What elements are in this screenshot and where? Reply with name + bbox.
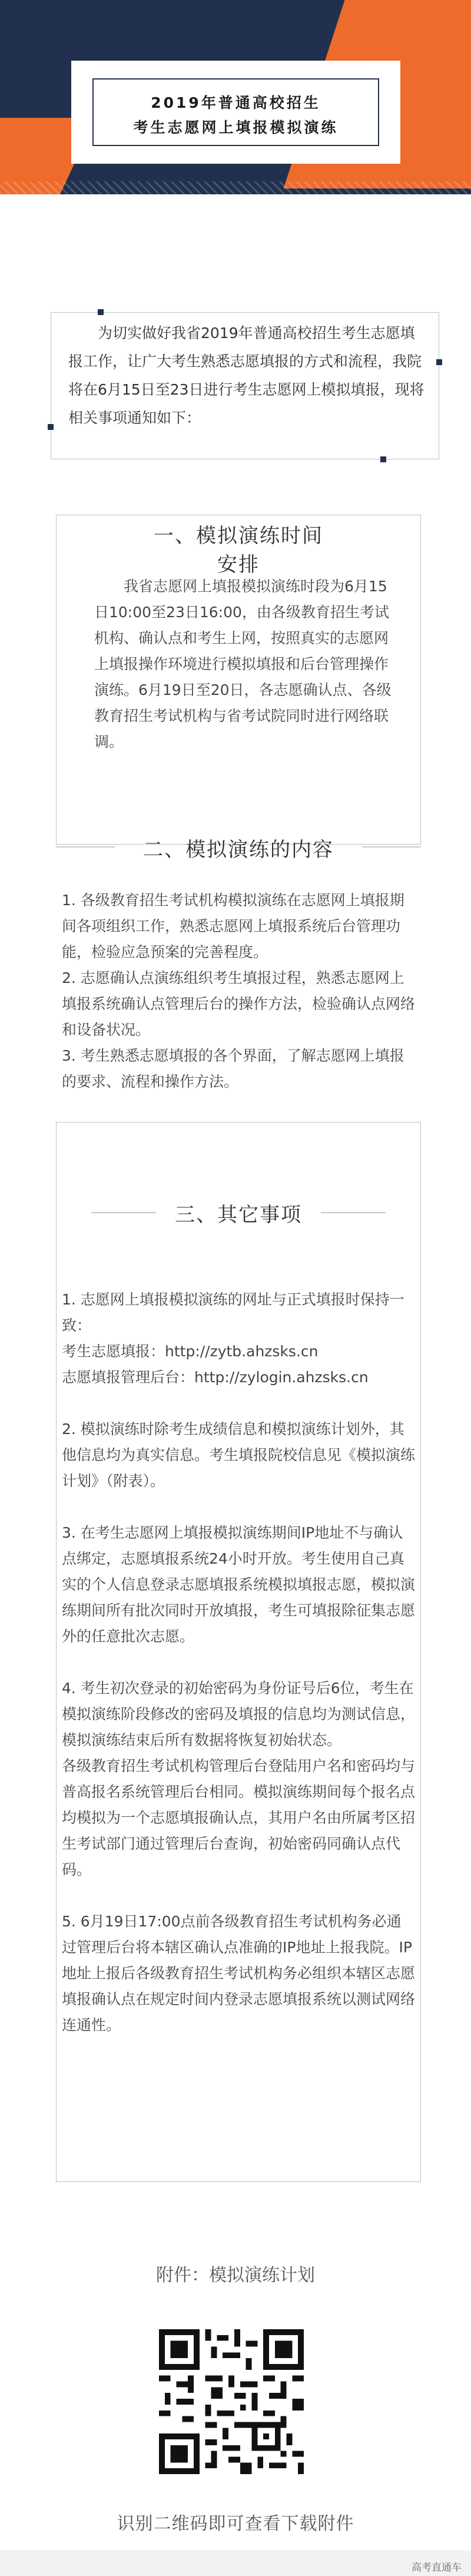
watermark: 高考直通车	[412, 2562, 462, 2574]
attachment-label: 附件：模拟演练计划	[156, 2265, 315, 2286]
url-line: 志愿填报管理后台：http://zylogin.ahzsks.cn	[62, 1369, 369, 1386]
list-item: 1. 志愿网上填报模拟演练的网址与正式填报时保持一致：	[62, 1291, 404, 1334]
intro-box	[51, 312, 439, 459]
corner-square	[48, 424, 54, 430]
corner-square	[436, 359, 442, 365]
qr-caption: 识别二维码即可查看下载附件	[117, 2514, 354, 2534]
footer-band	[0, 2550, 471, 2576]
section-heading: 三、其它事项	[162, 1198, 315, 1227]
list-item: 2. 模拟演练时除考生成绩信息和模拟演练计划外，其他信息均为真实信息。考生填报院校信息见《模拟演练计划》（附表）。	[62, 1421, 416, 1489]
url-line: 考生志愿填报：http://zytb.ahzsks.cn	[62, 1343, 319, 1360]
list-item: 3. 考生熟悉志愿填报的各个界面，了解志愿网上填报的要求、流程和操作方法。	[62, 1047, 404, 1090]
corner-square	[380, 456, 386, 462]
title-card	[71, 61, 400, 164]
list-item: 3. 在考生志愿网上填报模拟演练期间IP地址不与确认点绑定，志愿填报系统24小时开放。考生使用自己真实的个人信息登录志愿填报系统模拟填报志愿，模拟演练期间所有批次同时开放填报，考生可填报除征集志愿外的任意批次志愿。	[62, 1524, 416, 1645]
heading-rule	[321, 1212, 386, 1213]
section-body	[62, 1287, 415, 2038]
section-content	[56, 822, 421, 1151]
section-body: 我省志愿网上填报模拟演练时段为6月15日10:00至23日16:00，由各级教育招生考试机构、确认点和考生上网，按照真实的志愿网上填报操作环境进行模拟填报和后台管理操作演练。6月19日至20日，各志愿确认点、各级教育招生考试机构与省考试院同时进行网络联调。	[94, 578, 392, 750]
qr-code-icon	[159, 2329, 304, 2474]
header-stripes	[0, 181, 471, 194]
header-banner	[0, 0, 471, 194]
section-heading: 二、模拟演练的内容	[143, 838, 334, 862]
title-frame	[92, 78, 379, 146]
section-body	[62, 888, 415, 1095]
list-item: 1. 各级教育招生考试机构模拟演练在志愿网上填报期间各项组织工作，熟悉志愿网上填报系统后台管理功能，检验应急预案的完善程度。	[62, 892, 404, 961]
list-item: 2. 志愿确认点演练组织考生填报过程，熟悉志愿网上填报系统确认点管理后台的操作方法，检验确认点网络和设备状况。	[62, 969, 416, 1038]
list-item: 5. 6月19日17:00点前各级教育招生考试机构务必通过管理后台将本辖区确认点准确的IP地址上报我院。IP地址上报后各级教育招生考试机构务必组织本辖区志愿填报确认点在规定时间内登录志愿填报系统以测试网络连通性。	[62, 1913, 416, 2034]
section-other	[56, 1122, 421, 2182]
corner-square	[98, 309, 104, 315]
page-title-line1: 2019年普通高校招生	[151, 94, 321, 111]
page-title-line2: 考生志愿网上填报模拟演练	[133, 119, 339, 136]
intro-text: 为切实做好我省2019年普通高校招生考生志愿填报工作，让广大考生熟悉志愿填报的方式和流程，我院将在6月15日至23日进行考生志愿网上模拟填报，现将相关事项通知如下：	[68, 325, 424, 426]
section-schedule	[56, 515, 421, 845]
heading-rule	[91, 1212, 156, 1213]
section-heading: 一、模拟演练时间安排	[150, 519, 327, 577]
list-item: 各级教育招生考试机构管理后台登陆用户名和密码均与普高报名系统管理后台相同。模拟演练期间每个报名点均模拟为一个志愿填报确认点，其用户名由所属考区招生考试部门通过管理后台查询，初始密码同确认点代码。	[62, 1757, 416, 1878]
list-item: 4. 考生初次登录的初始密码为身份证号后6位，考生在模拟演练阶段修改的密码及填报的信息均为测试信息，模拟演练结束后所有数据将恢复初始状态。	[62, 1680, 416, 1749]
